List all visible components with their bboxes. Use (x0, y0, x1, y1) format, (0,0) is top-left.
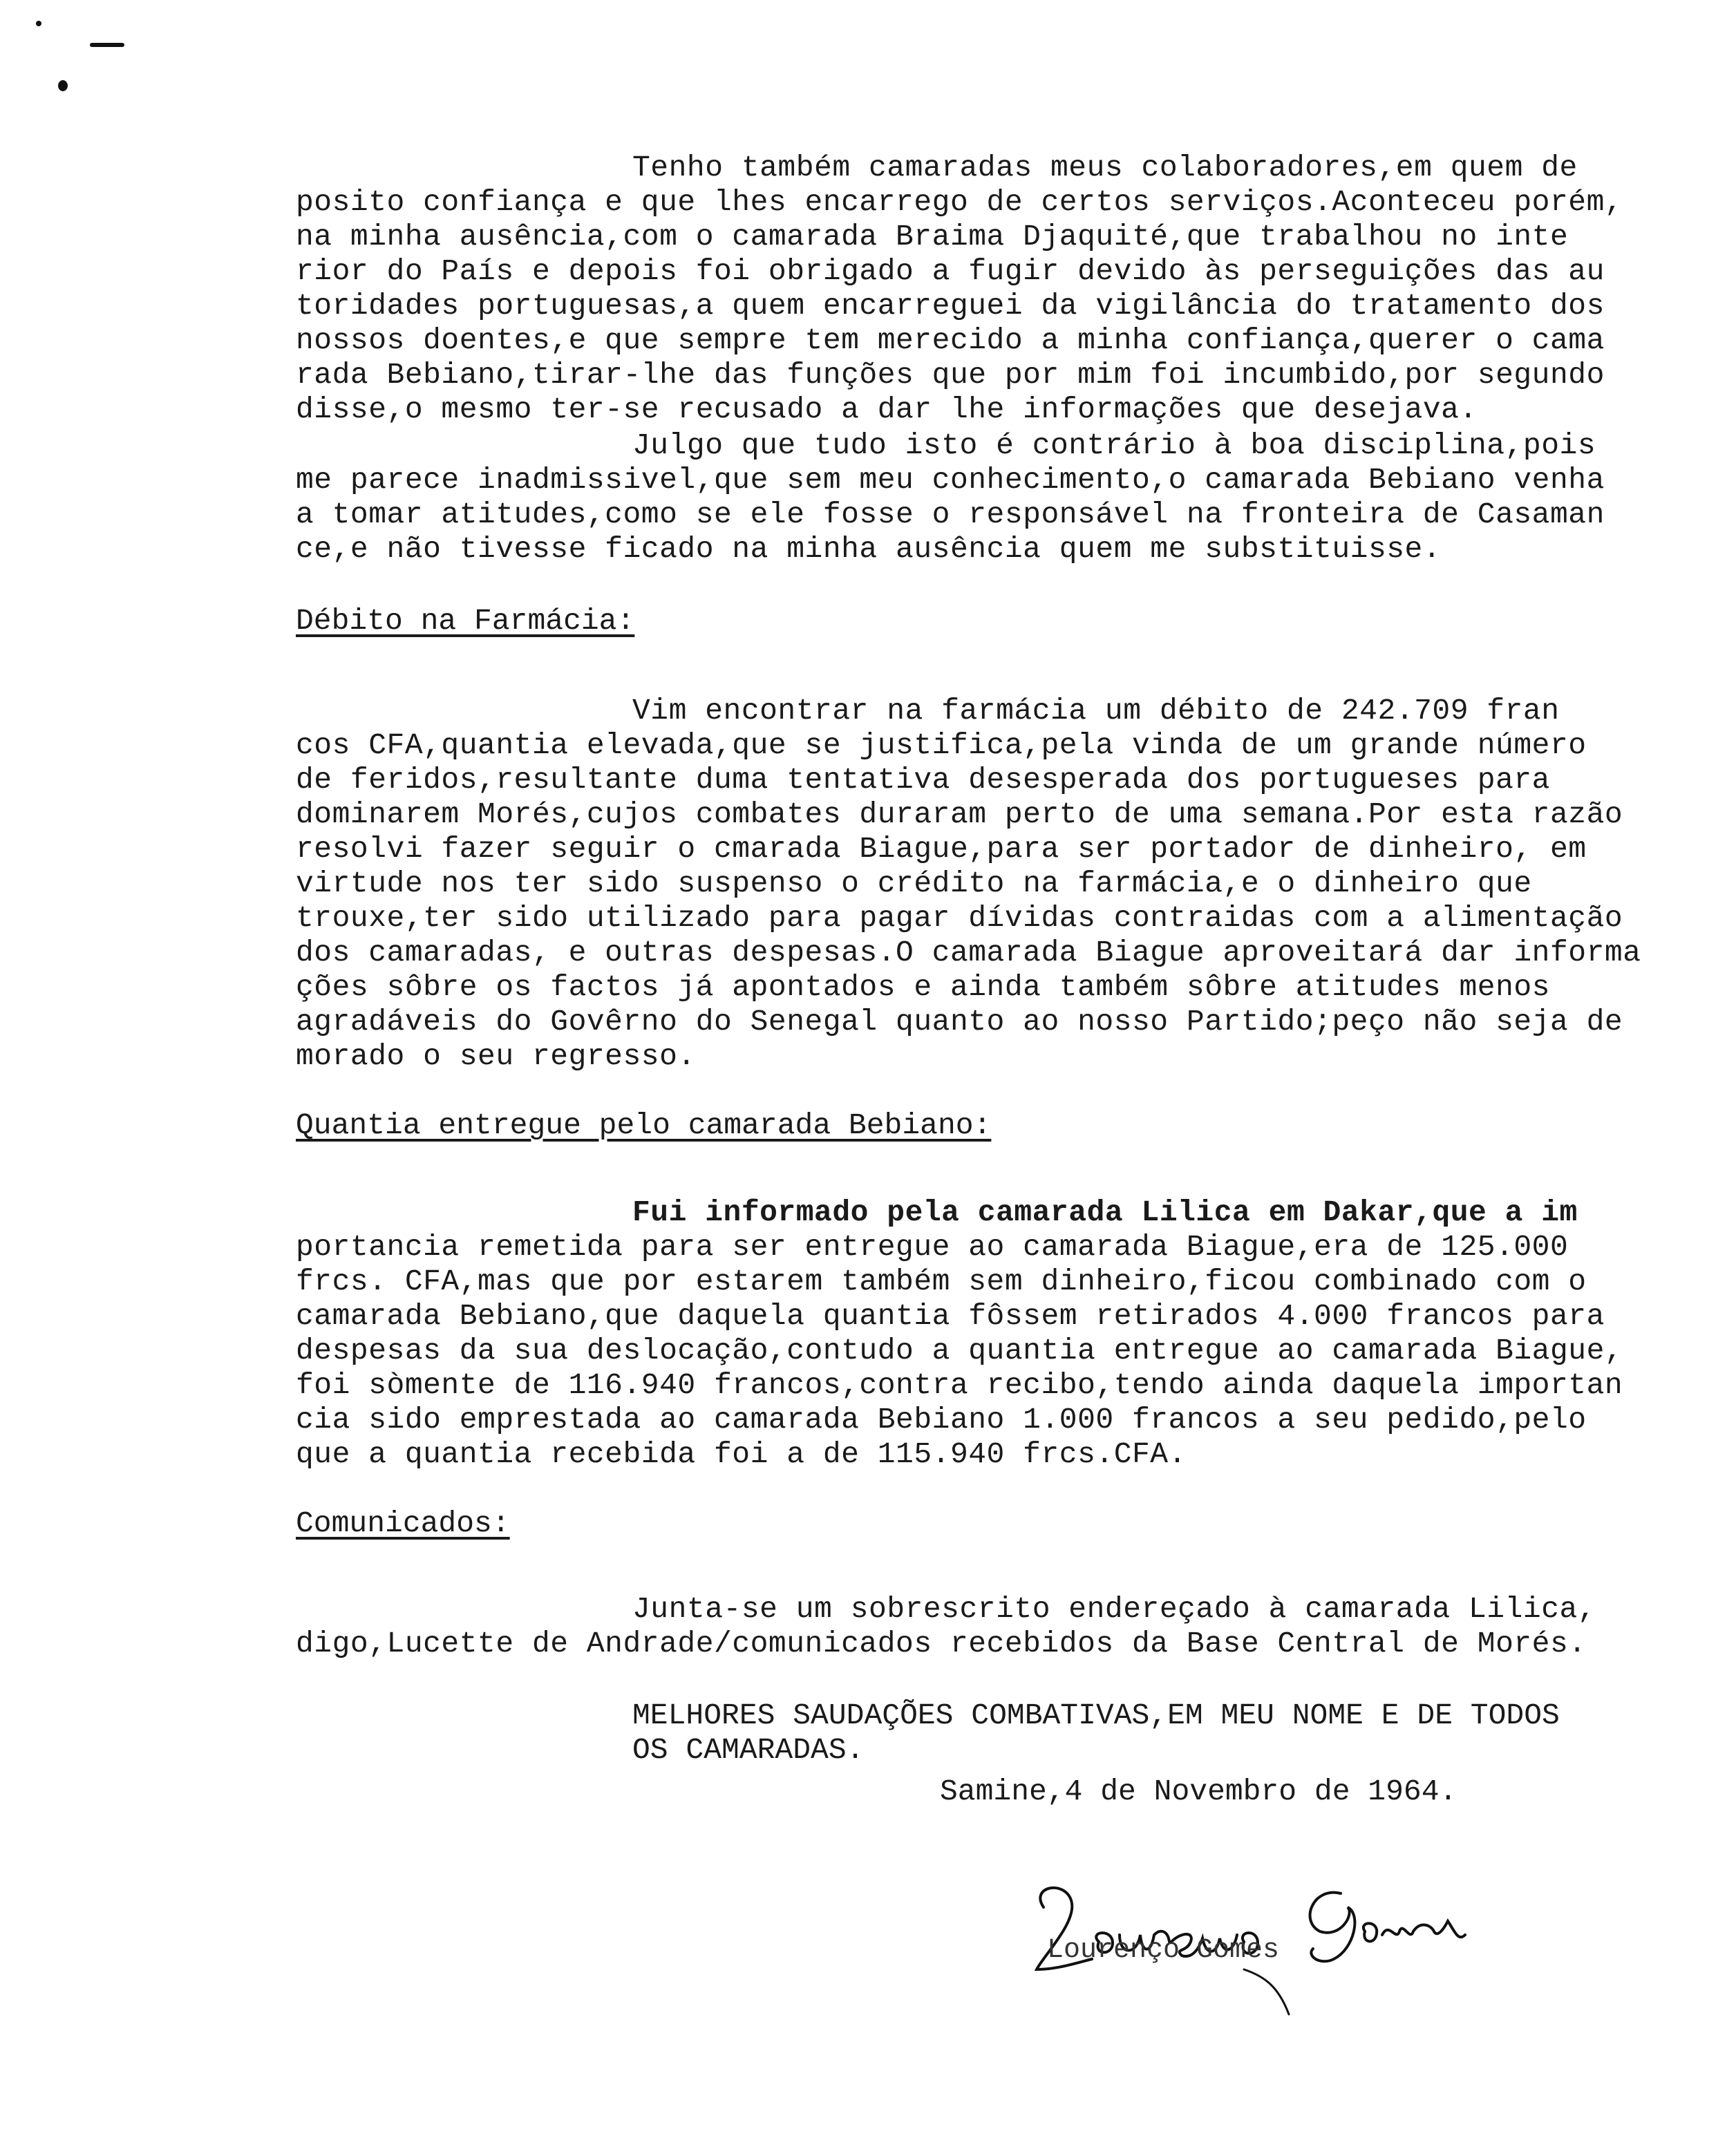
ink-mark (90, 43, 124, 47)
text-line: morado o seu regresso. (296, 1039, 696, 1073)
text-line: cos CFA,quantia elevada,que se justifica,pela vinda de um grande número (296, 728, 1587, 762)
text-line: Julgo que tudo isto é contrário à boa disciplina,pois (632, 428, 1596, 462)
text-line: Vim encontrar na farmácia um débito de 242.709 fran (632, 694, 1560, 728)
typed-signatory-name: Lourenço Gomes (1047, 1935, 1280, 1966)
text-line: disse,o mesmo ter-se recusado a dar lhe informações que desejava. (296, 393, 1478, 426)
text-line: portancia remetida para ser entregue ao camarada Biague,era de 125.000 (296, 1230, 1569, 1264)
text-line: agradáveis do Govêrno do Senegal quanto ao nosso Partido;peço não seja de (296, 1005, 1623, 1039)
text-line: rada Bebiano,tirar-lhe das funções que por mim foi incumbido,por segundo (296, 358, 1605, 392)
text-line: ções sôbre os factos já apontados e ainda também sôbre atitudes menos (296, 970, 1550, 1004)
text-line: nossos doentes,e que sempre tem merecido a minha confiança,querer o cama (296, 323, 1605, 357)
text-line: Fui informado pela camarada Lilica em Dakar,que a im (632, 1195, 1578, 1229)
text-line: rior do País e depois foi obrigado a fugir devido às perseguições das au (296, 254, 1605, 288)
closing-line: MELHORES SAUDAÇÕES COMBATIVAS,EM MEU NOME E DE TODOS (632, 1699, 1560, 1732)
section-heading-pharmacy-debt: Débito na Farmácia: (296, 604, 635, 638)
text-line: Tenho também camaradas meus colaboradores,em quem de (632, 151, 1578, 185)
section-heading-amount-delivered: Quantia entregue pelo camarada Bebiano: (296, 1108, 992, 1142)
ink-mark (58, 80, 68, 91)
text-line: me parece inadmissivel,que sem meu conhecimento,o camarada Bebiano venha (296, 463, 1605, 497)
text-line: a tomar atitudes,como se ele fosse o responsável na fronteira de Casaman (296, 498, 1605, 531)
text-line: virtude nos ter sido suspenso o crédito na farmácia,e o dinheiro que (296, 867, 1532, 900)
text-line: de feridos,resultante duma tentativa desesperada dos portugueses para (296, 763, 1550, 797)
text-line: foi sòmente de 116.940 francos,contra recibo,tendo ainda daquela importan (296, 1368, 1623, 1402)
text-line: resolvi fazer seguir o cmarada Biague,para ser portador de dinheiro, em (296, 832, 1587, 866)
text-line: na minha ausência,com o camarada Braima Djaquité,que trabalhou no inte (296, 220, 1569, 254)
text-line: toridades portuguesas,a quem encarreguei da vigilância do tratamento dos (296, 289, 1605, 323)
text-line: camarada Bebiano,que daquela quantia fôssem retirados 4.000 francos para (296, 1299, 1605, 1333)
ink-mark (36, 21, 41, 26)
text-line: despesas da sua deslocação,contudo a quantia entregue ao camarada Biague, (296, 1334, 1623, 1368)
text-line: ce,e não tivesse ficado na minha ausência quem me substituisse. (296, 532, 1442, 566)
text-line: digo,Lucette de Andrade/comunicados recebidos da Base Central de Morés. (296, 1627, 1587, 1661)
text-line: frcs. CFA,mas que por estarem também sem dinheiro,ficou combinado com o (296, 1265, 1587, 1298)
text-line: posito confiança e que lhes encarrego de certos serviços.Aconteceu porém, (296, 185, 1623, 219)
text-line: que a quantia recebida foi a de 115.940 frcs.CFA. (296, 1437, 1187, 1471)
closing-line: OS CAMARADAS. (632, 1733, 865, 1767)
section-heading-communiques: Comunicados: (296, 1506, 510, 1540)
place-date: Samine,4 de Novembro de 1964. (940, 1775, 1457, 1808)
text-line: Junta-se um sobrescrito endereçado à camarada Lilica, (632, 1592, 1596, 1626)
text-line: dominarem Morés,cujos combates duraram perto de uma semana.Por esta razão (296, 797, 1623, 831)
text-line: dos camaradas, e outras despesas.O camarada Biague aproveitará dar informa (296, 936, 1641, 970)
text-line: trouxe,ter sido utilizado para pagar dívidas contraidas com a alimentação (296, 901, 1623, 935)
text-line: cia sido emprestada ao camarada Bebiano 1.000 francos a seu pedido,pelo (296, 1403, 1587, 1437)
